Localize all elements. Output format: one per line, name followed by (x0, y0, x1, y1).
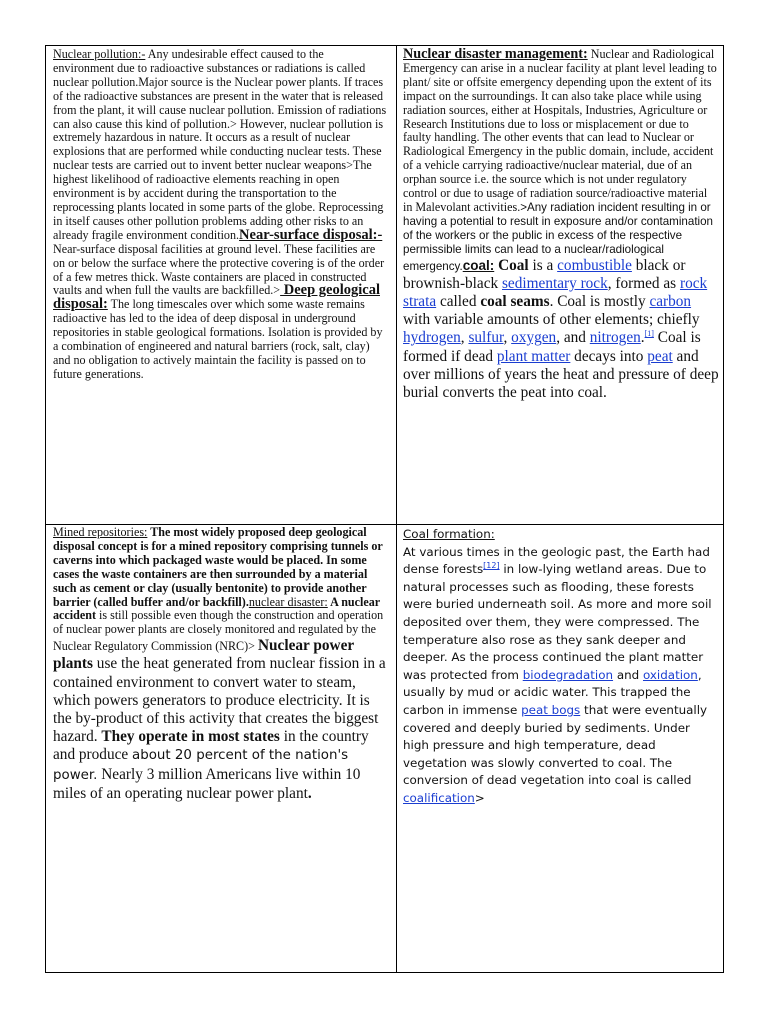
coal-word: Coal (498, 256, 529, 274)
nuclear-accident-text: is still possible even though the construction and operation of nuclear power plants are closely monitored and regulated by the Nuclear Regulatory Commission (NRC)> (53, 608, 384, 654)
link-combustible[interactable]: combustible (557, 256, 632, 274)
disaster-management-heading: Nuclear disaster management: (403, 48, 588, 62)
coal-text-1: is a (528, 256, 558, 274)
link-coalification[interactable]: coalification (403, 790, 475, 805)
percent-text: about 20 percent of the nation's power. (53, 748, 349, 783)
link-peat[interactable]: peat (647, 347, 673, 365)
near-surface-heading: Near-surface disposal:- (239, 226, 383, 243)
coal-formation-text-3: and (613, 667, 643, 682)
power-plant-text (53, 637, 386, 802)
deep-geological-text: The long timescales over which some waste remains radioactive has led to the idea of deep disposal in underground repositories in stable geological formations. Isolation is provided by a combination of engineered and natural barriers (rock, salt, clay) and no obligation to actively maintain the facility is passed on to future generations. (53, 297, 383, 381)
citation-link-1[interactable]: [1] (644, 329, 654, 339)
cell-coal-formation (403, 526, 719, 808)
millions-text: Nearly 3 million Americans live within 10 miles of an operating nuclear power plant (53, 765, 361, 802)
coal-formation-text-4: , usually by mud or acidic water. This trapped the carbon in immense (403, 667, 702, 717)
coal-text-9: , and (556, 329, 590, 347)
coal-seams: coal seams (480, 293, 550, 310)
power-plants-desc: use the heat generated from nuclear fission in a contained environment to convert water to steam, which powers generators to produce electricity. It is the by-product of this activity that creates the biggest hazard. (53, 655, 386, 746)
nuclear-pollution-paragraph (53, 48, 387, 382)
coal-text-11: Coal is formed if dead (403, 329, 701, 365)
coal-formation-text-5: that were eventually covered and deeply buried by sediments. Under high pressure and high temperature, dead vegetation was slowly converted to coal. The conversion of dead vegetation into coal is called (403, 702, 708, 788)
mined-repositories-heading: Mined repositories: (53, 526, 148, 539)
coal-formation-heading-line (403, 526, 719, 544)
coal-text-12: decays into (570, 347, 648, 365)
nuclear-pollution-text: Any undesirable effect caused to the environment due to radioactive substances or radiations is called nuclear pollution.Major source is the Nuclear power plants. If traces of the radioactive substances are present in the water that is released from the plant, it will cause nuclear pollution. Emission of radiations can also cause this kind of pollution.> However, nuclear pollution is extremely hazardous in nature. It occurs as a result of nuclear explosions that are performed while conducting nuclear tests. These nuclear tests are carried out to invent better nuclear weapons>The highest likelihood of radioactive elements reaching in open environment is by accident during the transportation to the reprocessing plants located in some parts of the globe. Reprocessing in itself causes other pollution problems adding other risks to an already fragile environment condition. (53, 48, 387, 242)
link-plant-matter[interactable]: plant matter (496, 347, 571, 365)
link-biodegradation[interactable]: biodegradation (522, 667, 614, 682)
link-oxygen[interactable]: oxygen (511, 329, 557, 347)
nuclear-pollution-heading: Nuclear pollution:- (53, 48, 146, 61)
cell-disaster-management (403, 48, 719, 402)
link-oxidation[interactable]: oxidation (642, 667, 698, 682)
coal-formation-heading: Coal formation: (403, 527, 495, 541)
link-nitrogen[interactable]: nitrogen (589, 329, 641, 347)
citation-link-12[interactable]: [12] (483, 561, 500, 571)
link-hydrogen[interactable]: hydrogen (403, 329, 461, 347)
states-text: in the country and produce (53, 728, 369, 764)
nuclear-accident-bold: A nuclear accident (53, 594, 380, 623)
coal-definition (403, 257, 719, 401)
end-dot: . (307, 784, 312, 802)
cell-nuclear-pollution (53, 48, 387, 382)
link-carbon[interactable]: carbon (649, 293, 692, 310)
link-peat-bogs[interactable]: peat bogs (521, 702, 581, 717)
coal-text-5: . Coal is mostly (549, 293, 650, 310)
near-surface-text: Near-surface disposal facilities at ground level. These facilities are on or below the surface where the protective covering is of the order of a few metres thick. Waste containers are placed in constructed vaults and when full the vaults are backfilled.> (53, 241, 385, 298)
link-sulfur[interactable]: sulfur (468, 329, 504, 347)
coal-text-3: , formed as (607, 274, 680, 292)
nuclear-disaster-heading: nuclear disaster: (248, 594, 328, 609)
column-divider (396, 46, 397, 972)
coal-heading: coal: (462, 257, 495, 273)
link-rock-strata[interactable]: rock strata (403, 274, 708, 310)
coal-text-8: , (503, 329, 512, 347)
coal-text-7: , (460, 329, 469, 347)
coal-formation-text-2: in low-lying wetland areas. Due to natural processes such as flooding, these forests were buried underneath soil. As more and more soil deposited over them, they were compressed. The temperature also rose as they sank deeper and deeper. As the process continued the plant matter was protected from (403, 562, 712, 682)
coal-text-10: . (640, 329, 645, 347)
coal-text-6: with variable amounts of other elements; chiefly (403, 311, 700, 329)
document-table (45, 45, 724, 973)
row-divider (46, 524, 723, 525)
coal-formation-text-6: > (474, 790, 485, 805)
disaster-management-paragraph (403, 48, 719, 402)
coal-formation-text-1: At various times in the geologic past, the Earth had dense forests (403, 544, 710, 577)
mined-repositories-text: The most widely proposed deep geological disposal concept is for a mined repository comprising tunnels or caverns into which packaged waste would be placed. In some cases the waste containers are then surrounded by a material such as cement or clay (usually bentonite) to provide another barrier (called buffer and/or backfill). (53, 526, 383, 609)
cell-mined-repositories (53, 526, 387, 803)
nuclear-power-plants-bold: Nuclear power plants (53, 637, 354, 673)
disaster-management-text: Nuclear and Radiological Emergency can arise in a nuclear facility at plant level leading to plant/ site or offsite emergency depending upon the extent of its impact on the surroundings. It can also take place while using radiation sources, either at Hospitals, Industries, Agriculture or Research Institutions due to loss or misplacement or due to faulty handling. The other events that can lead to Nuclear or Radiological Emergency in the public domain, include, accident of a vehicle carrying radioactive/nuclear material, due of an orphan source i.e. the source which is not under regulatory control or due to usage of radiation source/radioactive material in Malevolant activities. (403, 48, 717, 214)
deep-geological-heading: Deep geological disposal: (53, 282, 380, 313)
radiation-incident-text: >Any radiation incident resulting in or having a potential to result in exposure and/or contamination of the workers or the public in excess of the respective permissible limits can lead to a nuclear/radiological emergency. (403, 200, 714, 273)
link-sedimentary-rock[interactable]: sedimentary rock (501, 274, 608, 292)
coal-formation-paragraph (403, 544, 719, 808)
mined-repositories-paragraph (53, 526, 387, 803)
coal-text-2: black or brownish-black (403, 256, 686, 292)
coal-text-4: called (436, 293, 481, 310)
coal-text-13: and over millions of years the heat and pressure of deep burial converts the peat into coal. (403, 347, 719, 402)
operate-states-bold: They operate in most states (101, 728, 280, 746)
